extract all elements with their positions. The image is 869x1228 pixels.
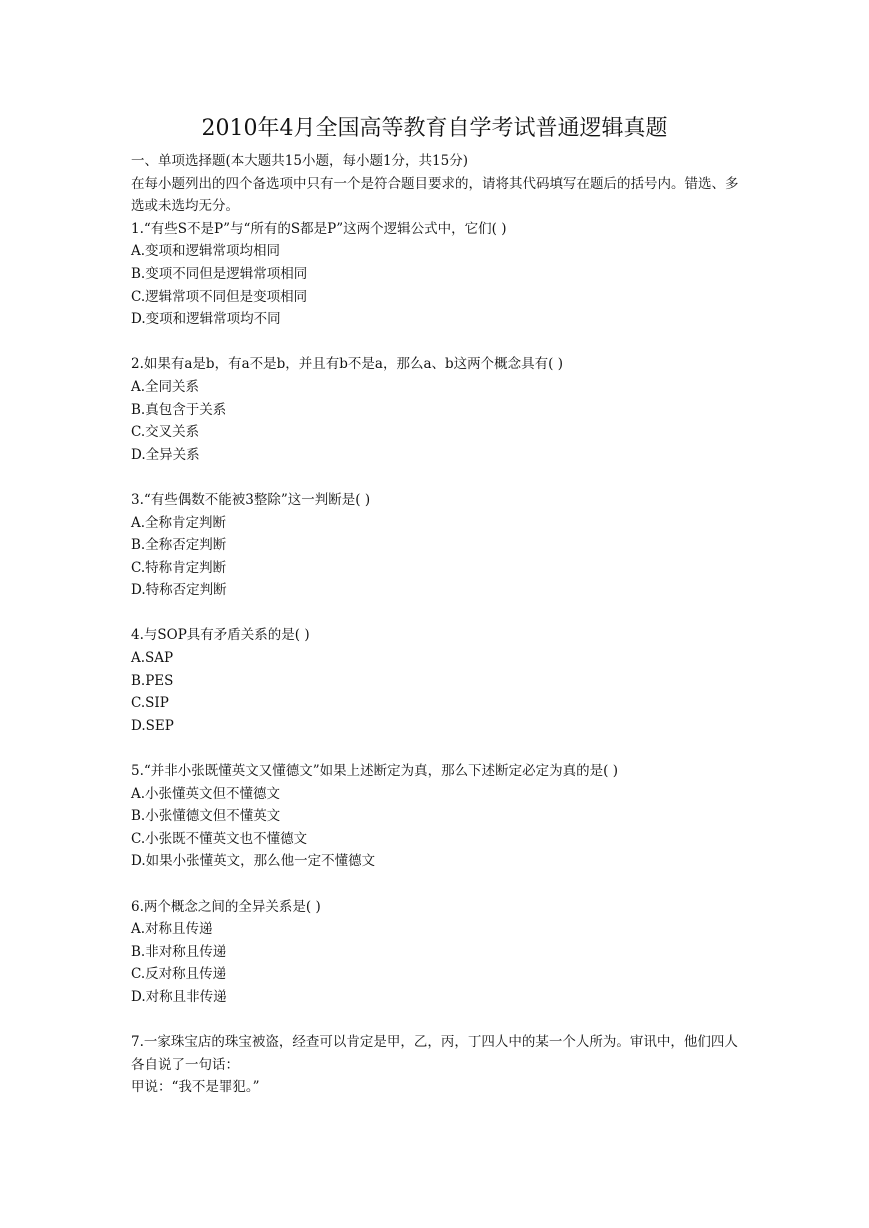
question-5: [131, 760, 751, 873]
option-b: B.变项不同但是逻辑常项相同: [131, 265, 308, 282]
option-c: C.SIP: [131, 695, 169, 712]
spacer: [131, 466, 751, 489]
spacer: [131, 1009, 751, 1032]
section-heading: 一、单项选择题(本大题共15小题，每小题1分，共15分): [131, 153, 468, 169]
option-b: B.非对称且传递: [131, 943, 227, 960]
option-a: A.小张懂英文但不懂德文: [131, 785, 281, 802]
question-stem: 3.“有些偶数不能被3整除”这一判断是( ): [131, 491, 371, 508]
option-a: A.全同关系: [131, 378, 200, 395]
option-d: D.SEP: [131, 717, 174, 734]
option-a: A.全称肯定判断: [131, 514, 227, 531]
question-stem: 6.两个概念之间的全异关系是( ): [131, 898, 321, 915]
section-instruction: 在每小题列出的四个备选项中只有一个是符合题目要求的，请将其代码填写在题后的括号内。错选、多选或未选均无分。: [131, 175, 739, 215]
page-title: 2010年4月全国高等教育自学考试普通逻辑真题: [201, 116, 668, 141]
option-b: B.小张懂德文但不懂英文: [131, 808, 281, 825]
option-b: B.真包含于关系: [131, 401, 227, 418]
option-d: D.对称且非传递: [131, 988, 227, 1005]
question-stem: 7.一家珠宝店的珠宝被盗，经查可以肯定是甲，乙，丙，丁四人中的某一个人所为。审讯中，他们四人各自说了一句话：: [131, 1034, 738, 1073]
exam-content: [131, 150, 751, 1099]
option-c: C.交叉关系: [131, 424, 200, 441]
option-a: A.对称且传递: [131, 921, 213, 938]
spacer: [131, 737, 751, 760]
option-d: D.全异关系: [131, 446, 200, 463]
option-d: D.特称否定判断: [131, 582, 227, 599]
spacer: [131, 873, 751, 896]
option-d: D.变项和逻辑常项均不同: [131, 311, 281, 328]
question-7: [131, 1031, 751, 1099]
spacer: [131, 602, 751, 625]
question-6: [131, 896, 751, 1009]
option-c: C.反对称且传递: [131, 966, 227, 983]
option-b: B.全称否定判断: [131, 537, 227, 554]
question-stem: 5.“并非小张既懂英文又懂德文”如果上述断定为真，那么下述断定必定为真的是( ): [131, 763, 619, 780]
question-1: [131, 218, 751, 331]
option-a: A.变项和逻辑常项均相同: [131, 243, 281, 260]
spacer: [131, 331, 751, 354]
option-c: C.小张既不懂英文也不懂德文: [131, 830, 308, 847]
question-4: [131, 624, 751, 737]
statement-jia: 甲说：“我不是罪犯。”: [131, 1079, 260, 1096]
option-b: B.PES: [131, 672, 174, 689]
option-c: C.逻辑常项不同但是变项相同: [131, 288, 308, 305]
option-a: A.SAP: [131, 650, 174, 667]
question-stem: 2.如果有a是b，有a不是b，并且有b不是a，那么a、b这两个概念具有( ): [131, 356, 563, 373]
question-3: [131, 489, 751, 602]
option-d: D.如果小张懂英文，那么他一定不懂德文: [131, 853, 376, 870]
question-2: [131, 353, 751, 466]
option-c: C.特称肯定判断: [131, 559, 227, 576]
question-stem: 4.与SOP具有矛盾关系的是( ): [131, 627, 310, 644]
question-stem: 1.“有些S不是P”与“所有的S都是P”这两个逻辑公式中，它们( ): [131, 220, 507, 237]
